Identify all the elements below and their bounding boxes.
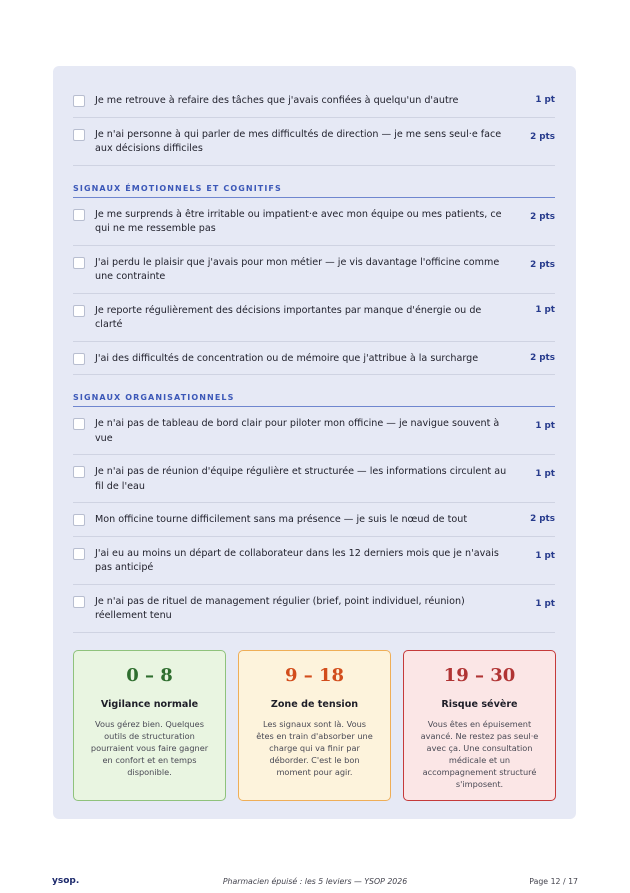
footer-title: Pharmacien épuisé : les 5 leviers — YSOP 2026 — [222, 877, 408, 886]
checklist-item[interactable] — [73, 503, 555, 537]
item-text: Je me surprends à être irritable ou impatient·e avec mon équipe ou mes patients, ce qui ne me ressemble pas — [95, 208, 502, 234]
item-points: 2 pts — [530, 352, 555, 363]
item-points: 2 pts — [530, 259, 555, 270]
checklist-item[interactable] — [73, 585, 555, 633]
score-box-normal — [73, 650, 226, 801]
checklist-item[interactable] — [73, 84, 555, 118]
item-text: Je reporte régulièrement des décisions importantes par manque d'énergie ou de clarté — [95, 304, 482, 330]
item-points: 1 pt — [535, 469, 555, 479]
score-title: Risque sévère — [441, 699, 518, 710]
item-points: 1 pt — [535, 95, 555, 105]
score-description: Les signaux sont là. Vous êtes en train d'absorber une charge qui va finir par déborder. C'est le bon moment pour agir. — [256, 719, 373, 777]
section-title-emotional: SIGNAUX ÉMOTIONNELS ET COGNITIFS — [73, 172, 555, 198]
item-text: Je n'ai pas de tableau de bord clair pour piloter mon officine — je navigue souvent à vue — [95, 418, 500, 444]
checklist-card — [53, 66, 576, 819]
checkbox[interactable] — [73, 596, 85, 608]
item-points: 2 pts — [530, 211, 555, 222]
checklist-item[interactable] — [73, 342, 555, 376]
checklist-item[interactable] — [73, 246, 555, 294]
item-points: 1 pt — [535, 598, 555, 609]
checkbox[interactable] — [73, 353, 85, 365]
checkbox[interactable] — [73, 514, 85, 526]
item-text: Je n'ai pas de rituel de management régulier (brief, point individuel, réunion) réellement tenu — [95, 595, 465, 621]
checkbox[interactable] — [73, 418, 85, 430]
item-text: J'ai perdu le plaisir que j'avais pour mon métier — je vis davantage l'officine comme une contrainte — [95, 256, 500, 282]
score-range: 9 – 18 — [284, 665, 345, 686]
item-text: Je n'ai personne à qui parler de mes difficultés de direction — je me sens seul·e face aux décisions difficiles — [95, 128, 502, 154]
score-box-severe — [403, 650, 556, 801]
checklist-item[interactable] — [73, 537, 555, 585]
section-title-organisational: SIGNAUX ORGANISATIONNELS — [73, 381, 555, 407]
page-number: Page 12 / 17 — [529, 877, 578, 886]
item-points: 1 pt — [535, 421, 555, 431]
item-points: 1 pt — [535, 550, 555, 561]
checklist-item[interactable] — [73, 198, 555, 246]
footer-logo: ysop. — [52, 876, 80, 886]
checkbox[interactable] — [73, 129, 85, 141]
score-title: Vigilance normale — [100, 699, 199, 710]
checklist-item[interactable] — [73, 407, 555, 455]
checkbox[interactable] — [73, 209, 85, 221]
checklist-item[interactable] — [73, 455, 555, 503]
checklist-item[interactable] — [73, 294, 555, 342]
checkbox[interactable] — [73, 548, 85, 560]
score-range: 0 – 8 — [126, 665, 173, 686]
checkbox[interactable] — [73, 466, 85, 478]
item-points: 1 pt — [535, 304, 555, 315]
item-text: Je me retrouve à refaire des tâches que j'avais confiées à quelqu'un d'autre — [95, 95, 459, 106]
item-points: 2 pts — [530, 131, 555, 142]
item-text: J'ai des difficultés de concentration ou de mémoire que j'attribue à la surcharge — [95, 352, 479, 364]
item-text: J'ai eu au moins un départ de collaborateur dans les 12 derniers mois que je n'avais pas anticipé — [95, 547, 499, 573]
score-description: Vous gérez bien. Quelques outils de structuration pourraient vous faire gagner en confort et en temps disponible. — [90, 719, 209, 777]
checkbox[interactable] — [73, 257, 85, 269]
score-range: 19 – 30 — [443, 665, 516, 686]
checklist — [73, 84, 555, 633]
score-box-tension — [238, 650, 391, 801]
checklist-item[interactable] — [73, 118, 555, 166]
score-description: Vous êtes en épuisement avancé. Ne restez pas seul·e avec ça. Une consultation médicale et un accompagnement structuré s'imposent. — [420, 719, 539, 789]
page-footer — [52, 876, 578, 890]
item-text: Mon officine tourne difficilement sans ma présence — je suis le nœud de tout — [95, 514, 468, 525]
item-points: 2 pts — [530, 514, 555, 524]
item-text: Je n'ai pas de réunion d'équipe régulière et structurée — les informations circulent au fil de l'eau — [95, 466, 507, 492]
checkbox[interactable] — [73, 95, 85, 107]
score-legend — [73, 650, 555, 801]
checkbox[interactable] — [73, 305, 85, 317]
score-title: Zone de tension — [270, 699, 359, 710]
